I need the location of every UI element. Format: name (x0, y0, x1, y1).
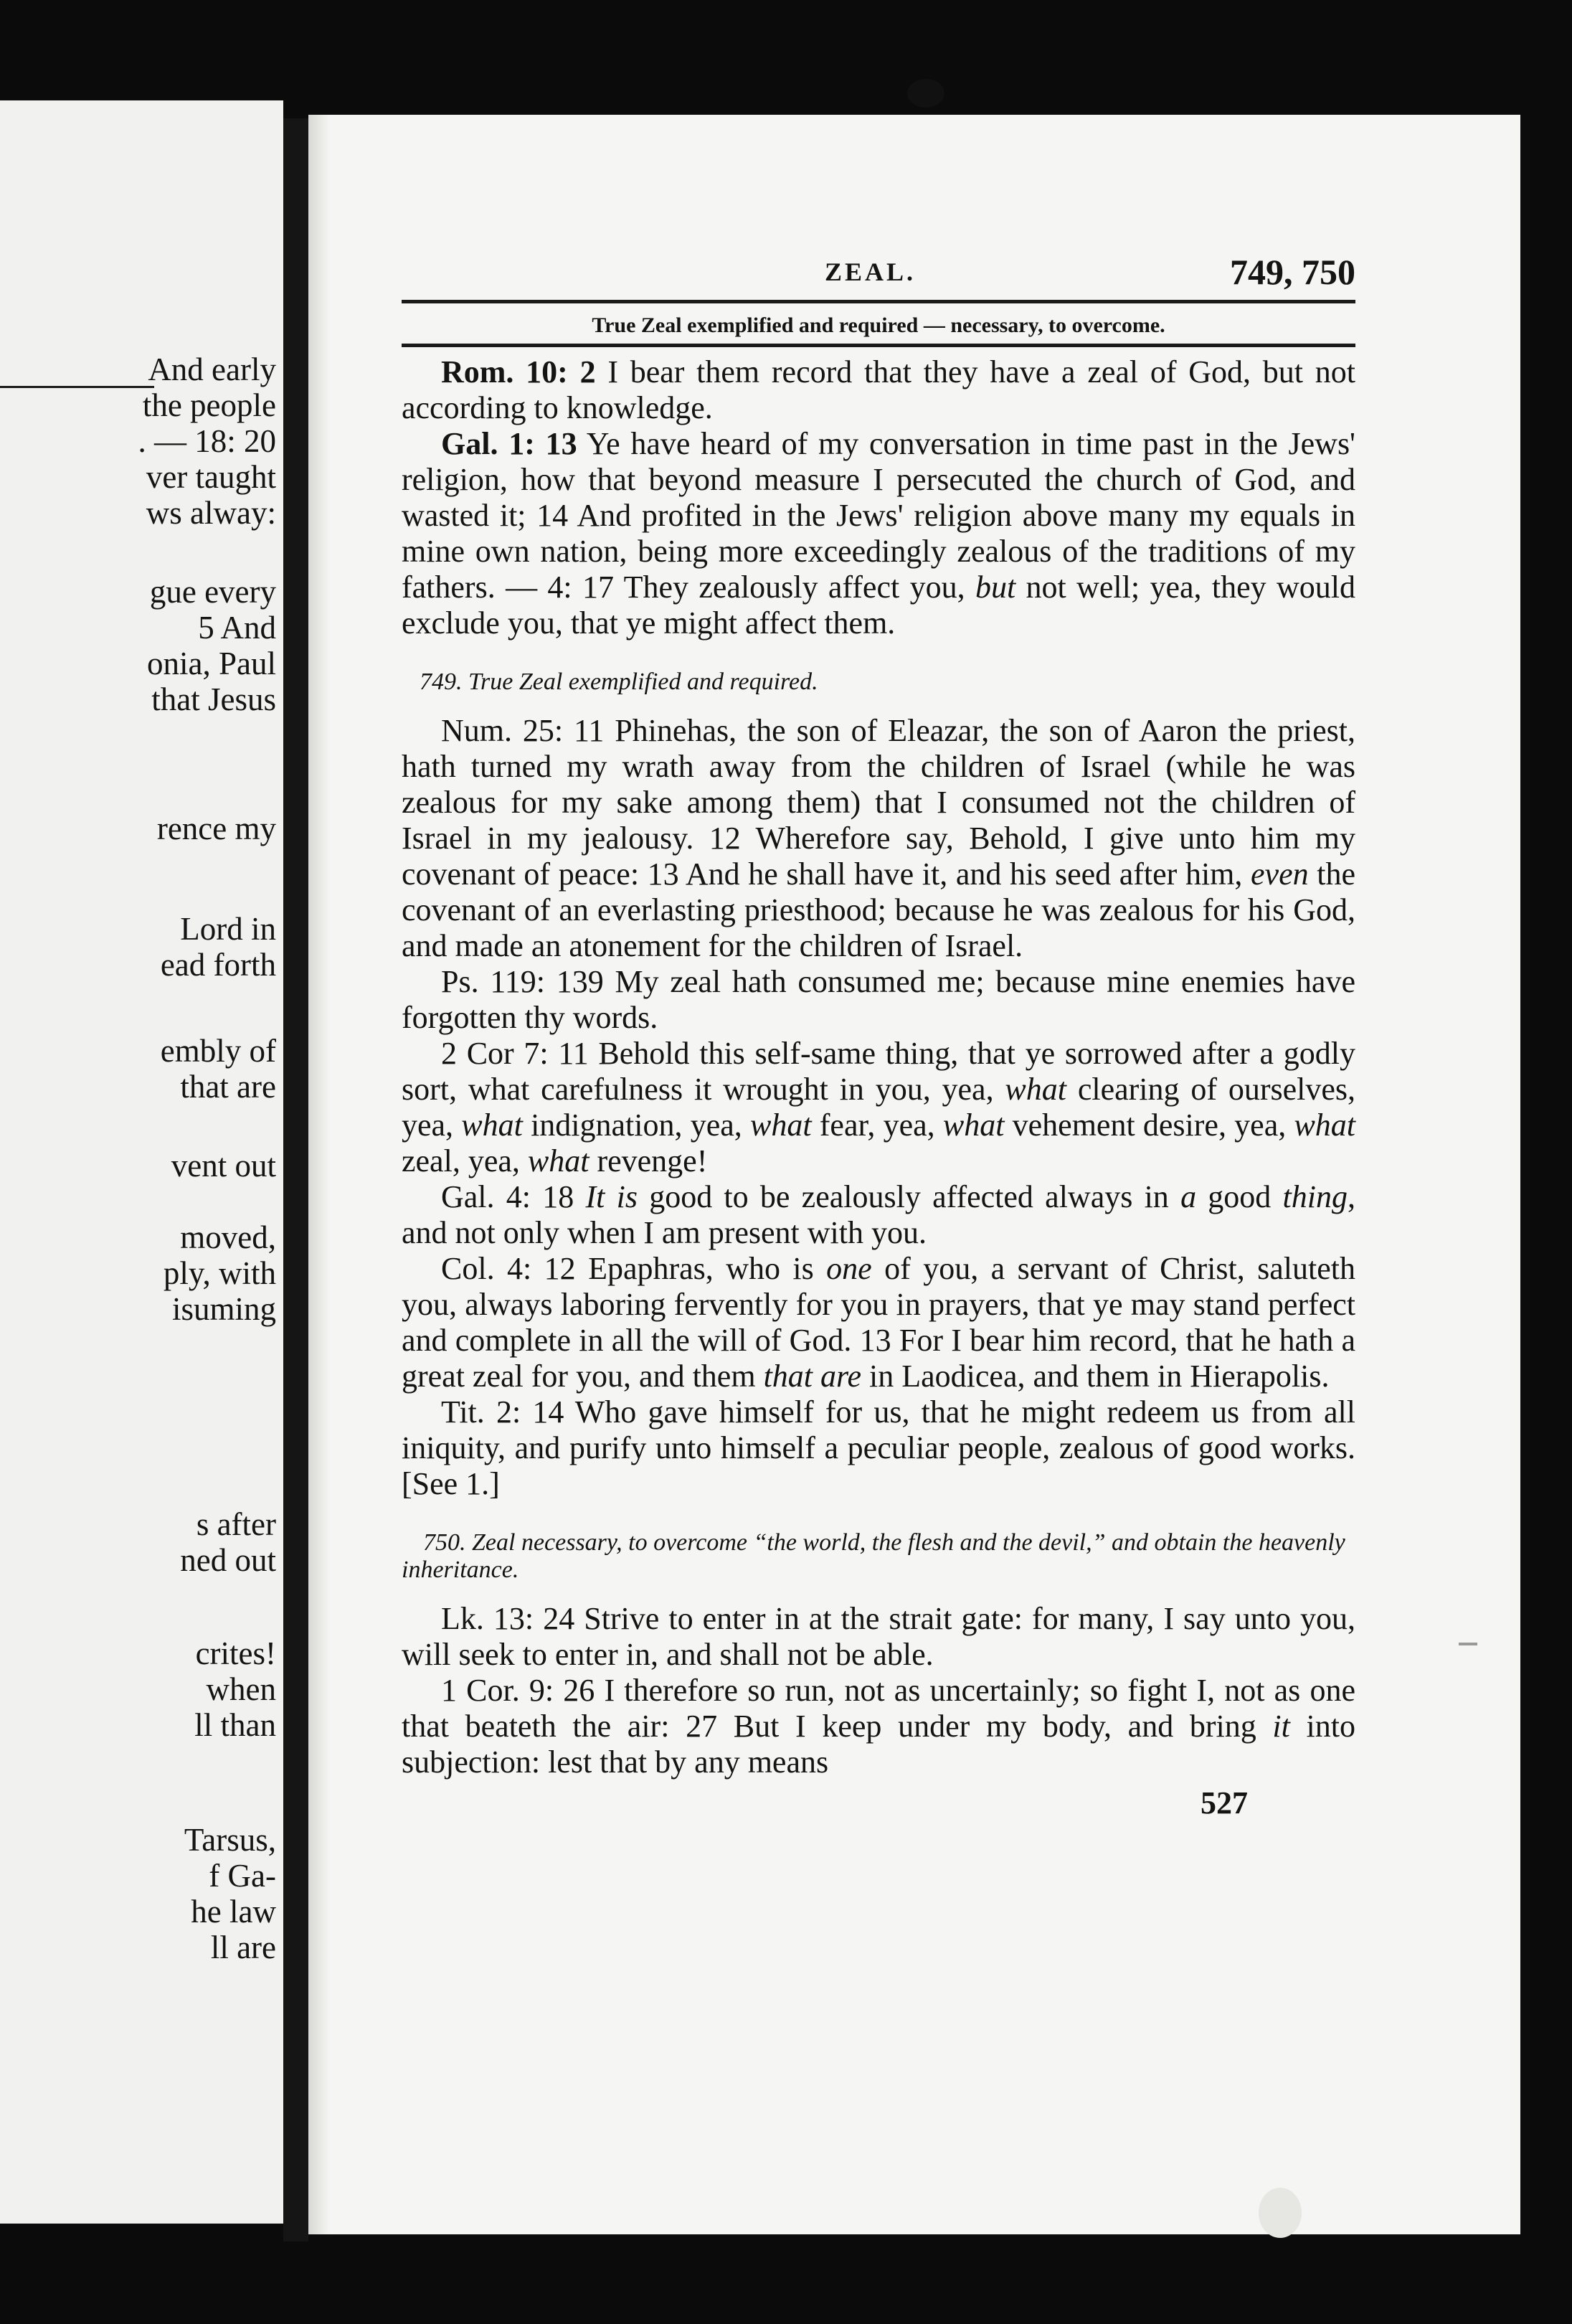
italic-word: what (1294, 1107, 1356, 1143)
left-page-line: crites! (195, 1635, 276, 1671)
book-spine (283, 118, 308, 2242)
left-page-line: Lord in (180, 911, 276, 947)
verse-text: in Laodicea, and them in Hierapolis. (861, 1359, 1330, 1394)
italic-word: one (826, 1251, 872, 1286)
verse-colossians (402, 1251, 1355, 1394)
verse-2-corinthians (402, 1036, 1355, 1179)
italic-word: but (975, 570, 1016, 605)
italic-word: it (1272, 1709, 1290, 1744)
verse-1-corinthians (402, 1673, 1355, 1780)
verse-text: revenge! (589, 1143, 708, 1178)
verse-text: 2 Cor 7: 11 Behold this self-same thing, that ye sorrowed after a godly sort, what carefulness it wrought in you, yea, (402, 1036, 1355, 1107)
italic-word: what (461, 1107, 523, 1143)
verse-romans (402, 354, 1355, 426)
verse-text: the covenant of an everlasting priesthood; because he was zealous for his God, and made an atonement for the children of Israel. (402, 856, 1355, 963)
left-page-line: ll than (194, 1707, 276, 1743)
verse-text: clearing of ourselves, yea, (402, 1072, 1355, 1143)
paper-tear-mark (1259, 2188, 1302, 2238)
left-page-line: onia, Paul (147, 646, 276, 681)
right-page (308, 115, 1520, 2234)
verse-text: fear, yea, (811, 1107, 943, 1143)
verse-luke: Lk. 13: 24 Strive to enter in at the strait gate: for many, I say unto you, will seek to enter in, and shall not be able. (402, 1601, 1355, 1672)
left-page-line: ned out (180, 1542, 276, 1578)
left-page-line: And early (148, 351, 276, 387)
section-heading-749: 749. True Zeal exemplified and required. (420, 669, 818, 695)
verse-titus: Tit. 2: 14 Who gave himself for us, that he might redeem us from all iniquity, and purify unto himself a peculiar people, zealous of good works. [See 1.] (402, 1394, 1355, 1501)
page-number: 527 (1201, 1785, 1248, 1820)
verse-text: Col. 4: 12 Epaphras, who is (441, 1251, 827, 1286)
italic-word: what (1005, 1072, 1066, 1107)
left-page-line: rence my (156, 811, 276, 846)
verse-text: not well; yea, they would exclude you, that ye might affect them. (402, 570, 1356, 641)
verse-text: 1 Cor. 9: 26 I therefore so run, not as uncertainly; so fight I, not as one that beateth the air: 27 But I keep under my body, and bring (402, 1673, 1355, 1744)
left-page-line: ply, with (163, 1255, 276, 1291)
left-page-line: ead forth (160, 947, 276, 983)
italic-word: thing (1282, 1179, 1348, 1214)
left-page-line: ver taught (146, 459, 276, 495)
italic-word: what (527, 1143, 590, 1178)
italic-word: what (749, 1107, 812, 1143)
left-page-line: gue every (149, 574, 276, 610)
left-page-line: that Jesus (151, 681, 276, 717)
verse-text: indignation, yea, (522, 1107, 750, 1143)
running-head (402, 251, 1355, 303)
verse-galatians (402, 426, 1355, 641)
left-page-line: ll are (210, 1929, 276, 1965)
left-page-line: when (206, 1671, 276, 1707)
left-page-line: isuming (171, 1291, 276, 1327)
italic-word: It is (585, 1179, 638, 1214)
verse-ref: Rom. 10: 2 (441, 354, 596, 389)
left-page-text (0, 100, 283, 2224)
page-content (402, 251, 1355, 1821)
left-page-line: s after (196, 1506, 276, 1542)
verse-text: good to be zealously affected always in (637, 1179, 1181, 1214)
verse-text: into subjection: lest that by any means (402, 1709, 1355, 1780)
italic-word: what (942, 1107, 1005, 1143)
verse-ref: Num. 25: 11 (441, 713, 605, 748)
left-page-line: the people (142, 387, 276, 423)
verse-text: good (1196, 1179, 1283, 1214)
margin-mark (1459, 1643, 1477, 1645)
left-page-line: that are (180, 1069, 276, 1105)
italic-word: that are (763, 1359, 862, 1394)
verse-galatians-4 (402, 1179, 1355, 1251)
left-page-fragment (0, 100, 283, 2224)
verse-text: I bear them record that they have a zeal of God, but not according to knowledge. (402, 354, 1355, 425)
left-page-line: ws alway: (146, 495, 276, 531)
verse-text: , and not only when I am present with you. (402, 1179, 1355, 1250)
running-head-section-numbers: 749, 750 (1230, 252, 1355, 292)
left-page-line: . — 18: 20 (138, 423, 276, 459)
verse-ref: Gal. 1: 13 (441, 426, 577, 461)
verse-text: Ye have heard of my conversation in time past in the Jews' religion, how that beyond measure I persecuted the church of God, and wasted it; 14 And profited in the Jews' religion above many my equals in mine own nation, being more exceedingly zealous of the traditions of my fathers. — 4: 17 They zealously affect you, (402, 426, 1355, 605)
running-head-title: ZEAL. (825, 258, 917, 286)
left-page-line: he law (191, 1894, 276, 1929)
verse-text: vehement desire, yea, (1004, 1107, 1294, 1143)
verse-text: Phinehas, the son of Eleazar, the son of Aaron the priest, hath turned my wrath away from the children of Israel (while he was zealous for my sake among them) that I consumed not the children of Israel in my jealousy. 12 Wherefore say, Behold, I give unto him my covenant of peace: 13 And he shall have it, and his seed after him, (402, 713, 1355, 892)
italic-word: a (1180, 1179, 1197, 1214)
left-page-line: moved, (180, 1219, 276, 1255)
italic-word: even (1251, 856, 1309, 892)
ink-blot (907, 79, 944, 108)
verse-text: of you, a servant of Christ, saluteth you, always laboring fervently for you in prayers, that ye may stand perfect and complete in all the will of God. 13 For I bear him record, that he hath a great zeal for you, and them (402, 1251, 1355, 1394)
left-page-line: Tarsus, (184, 1822, 276, 1858)
left-page-line: 5 And (198, 610, 276, 646)
verse-numbers (402, 713, 1355, 964)
left-page-line: f Ga- (209, 1858, 276, 1894)
page-gutter-shadow (308, 115, 330, 2234)
section-heading-750: 750. Zeal necessary, to overcome “the world, the flesh and the devil,” and obtain the heavenly inheritance. (402, 1529, 1345, 1583)
verse-text: Gal. 4: 18 (441, 1179, 586, 1214)
verse-psalms: Ps. 119: 139 My zeal hath consumed me; because mine enemies have forgotten thy words. (402, 964, 1355, 1035)
left-page-line: embly of (160, 1033, 276, 1069)
verse-text: zeal, yea, (402, 1143, 528, 1178)
left-page-line: vent out (171, 1148, 276, 1184)
running-head-subtitle: True Zeal exemplified and required — necessary, to overcome. (402, 303, 1355, 347)
